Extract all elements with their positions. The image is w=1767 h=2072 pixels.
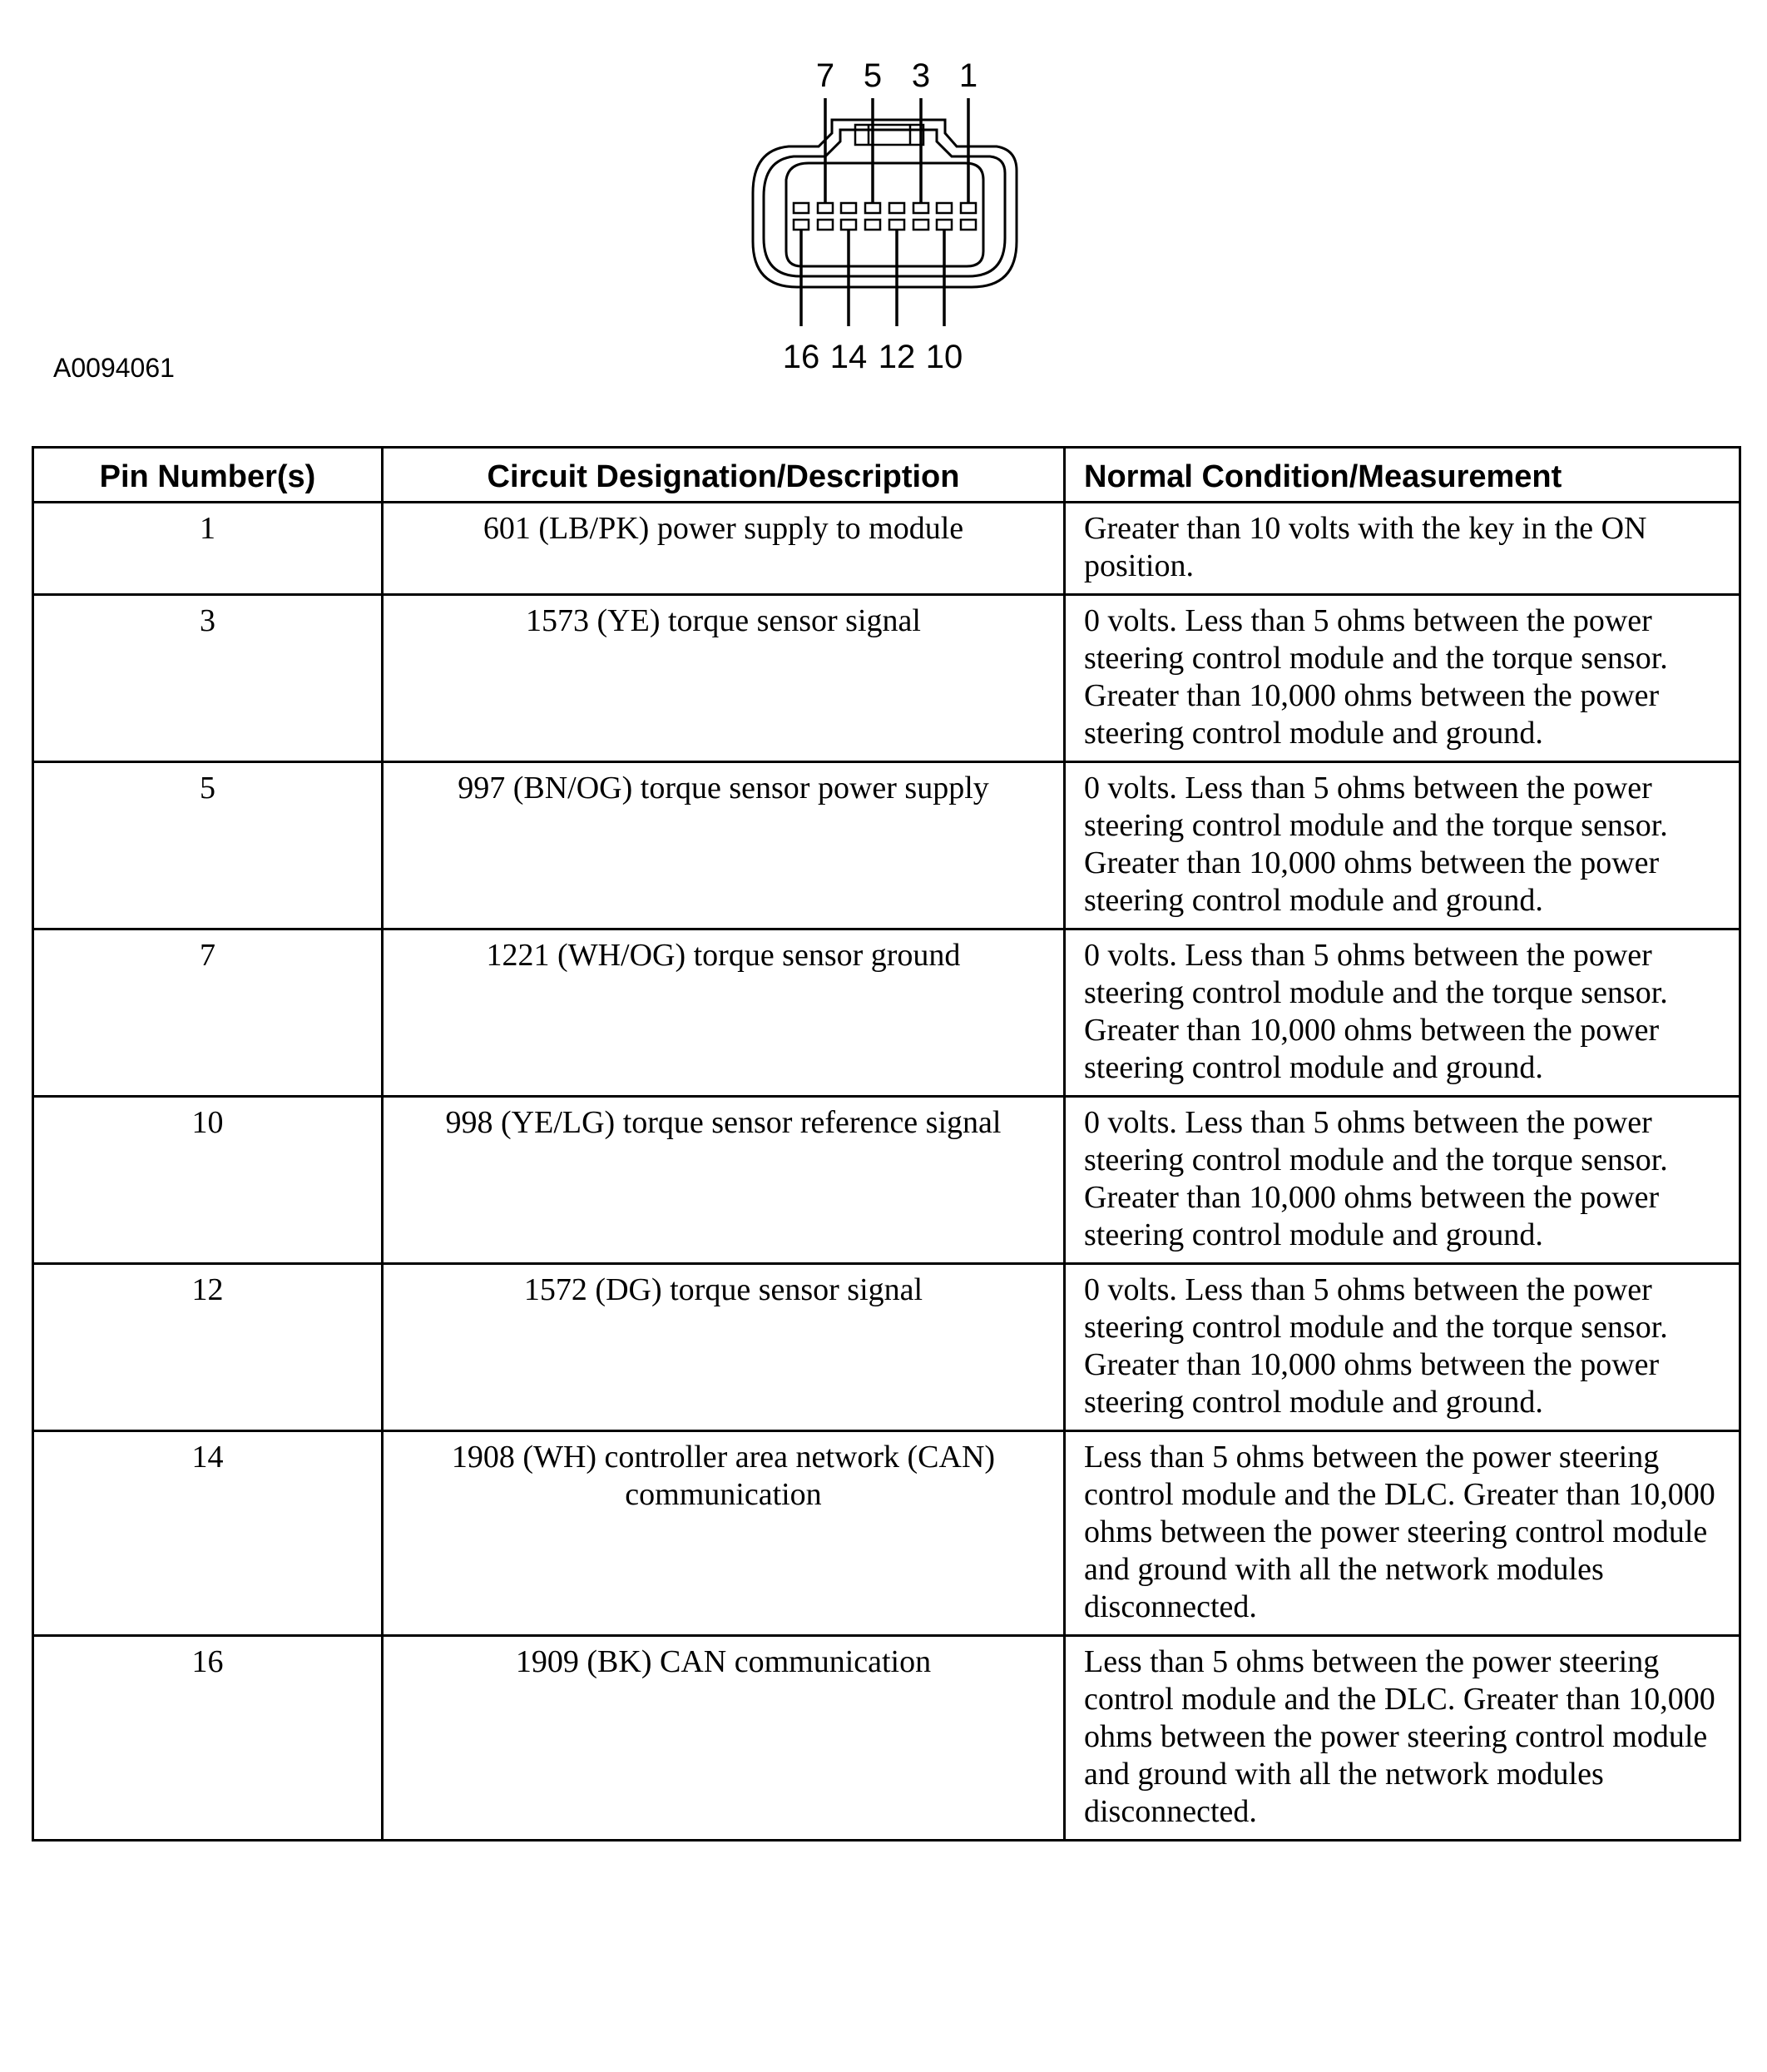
pin-cavities-top-row bbox=[794, 203, 976, 213]
pin-label-7: 7 bbox=[815, 57, 835, 94]
pin-number: 12 bbox=[33, 1264, 383, 1431]
connector-housing bbox=[753, 120, 1017, 287]
circuit-description: 1909 (BK) CAN communication bbox=[383, 1636, 1065, 1841]
pin-label-1: 1 bbox=[958, 57, 978, 94]
table-row bbox=[33, 1264, 1740, 1431]
pin-label-14: 14 bbox=[829, 339, 868, 375]
normal-condition: 0 volts. Less than 5 ohms between the power steering control module and the torque sensor. Greater than 10,000 ohms between the power steering control module and ground. bbox=[1065, 1097, 1740, 1264]
pin-label-12: 12 bbox=[878, 339, 916, 375]
normal-condition: Greater than 10 volts with the key in the ON position. bbox=[1065, 503, 1740, 595]
circuit-description: 998 (YE/LG) torque sensor reference signal bbox=[383, 1097, 1065, 1264]
table-row bbox=[33, 1636, 1740, 1841]
table-row bbox=[33, 1431, 1740, 1636]
normal-condition: 0 volts. Less than 5 ohms between the power steering control module and the torque sensor. Greater than 10,000 ohms between the power steering control module and ground. bbox=[1065, 929, 1740, 1097]
table-row bbox=[33, 595, 1740, 762]
circuit-description: 1572 (DG) torque sensor signal bbox=[383, 1264, 1065, 1431]
pin-table bbox=[32, 446, 1741, 1842]
table-row bbox=[33, 929, 1740, 1097]
circuit-description: 997 (BN/OG) torque sensor power supply bbox=[383, 762, 1065, 929]
table-row bbox=[33, 762, 1740, 929]
pin-cavities-bottom-row bbox=[794, 220, 976, 230]
pin-number: 10 bbox=[33, 1097, 383, 1264]
pin-number: 16 bbox=[33, 1636, 383, 1841]
table-row bbox=[33, 503, 1740, 595]
figure-id: A0094061 bbox=[53, 353, 175, 383]
circuit-description: 601 (LB/PK) power supply to module bbox=[383, 503, 1065, 595]
normal-condition: 0 volts. Less than 5 ohms between the power steering control module and the torque sensor. Greater than 10,000 ohms between the power steering control module and ground. bbox=[1065, 1264, 1740, 1431]
pin-label-3: 3 bbox=[911, 57, 931, 94]
pin-label-10: 10 bbox=[925, 339, 963, 375]
normal-condition: 0 volts. Less than 5 ohms between the power steering control module and the torque sensor. Greater than 10,000 ohms between the power steering control module and ground. bbox=[1065, 762, 1740, 929]
circuit-description: 1221 (WH/OG) torque sensor ground bbox=[383, 929, 1065, 1097]
circuit-description: 1573 (YE) torque sensor signal bbox=[383, 595, 1065, 762]
normal-condition: 0 volts. Less than 5 ohms between the power steering control module and the torque sensor. Greater than 10,000 ohms between the power steering control module and ground. bbox=[1065, 595, 1740, 762]
circuit-description: 1908 (WH) controller area network (CAN) communication bbox=[383, 1431, 1065, 1636]
header-condition: Normal Condition/Measurement bbox=[1065, 448, 1740, 503]
table-header-row bbox=[33, 448, 1740, 503]
table-row bbox=[33, 1097, 1740, 1264]
pin-number: 3 bbox=[33, 595, 383, 762]
header-circuit: Circuit Designation/Description bbox=[383, 448, 1065, 503]
pin-label-16: 16 bbox=[782, 339, 820, 375]
pin-number: 1 bbox=[33, 503, 383, 595]
pin-number: 5 bbox=[33, 762, 383, 929]
pin-label-5: 5 bbox=[863, 57, 883, 94]
connector-diagram bbox=[0, 0, 1767, 408]
pin-number: 14 bbox=[33, 1431, 383, 1636]
pin-number: 7 bbox=[33, 929, 383, 1097]
header-pin-numbers: Pin Number(s) bbox=[33, 448, 383, 503]
normal-condition: Less than 5 ohms between the power steering control module and the DLC. Greater than 10,000 ohms between the power steering control module and ground with all the network modules disconnected. bbox=[1065, 1431, 1740, 1636]
normal-condition: Less than 5 ohms between the power steering control module and the DLC. Greater than 10,000 ohms between the power steering control module and ground with all the network modules disconnected. bbox=[1065, 1636, 1740, 1841]
